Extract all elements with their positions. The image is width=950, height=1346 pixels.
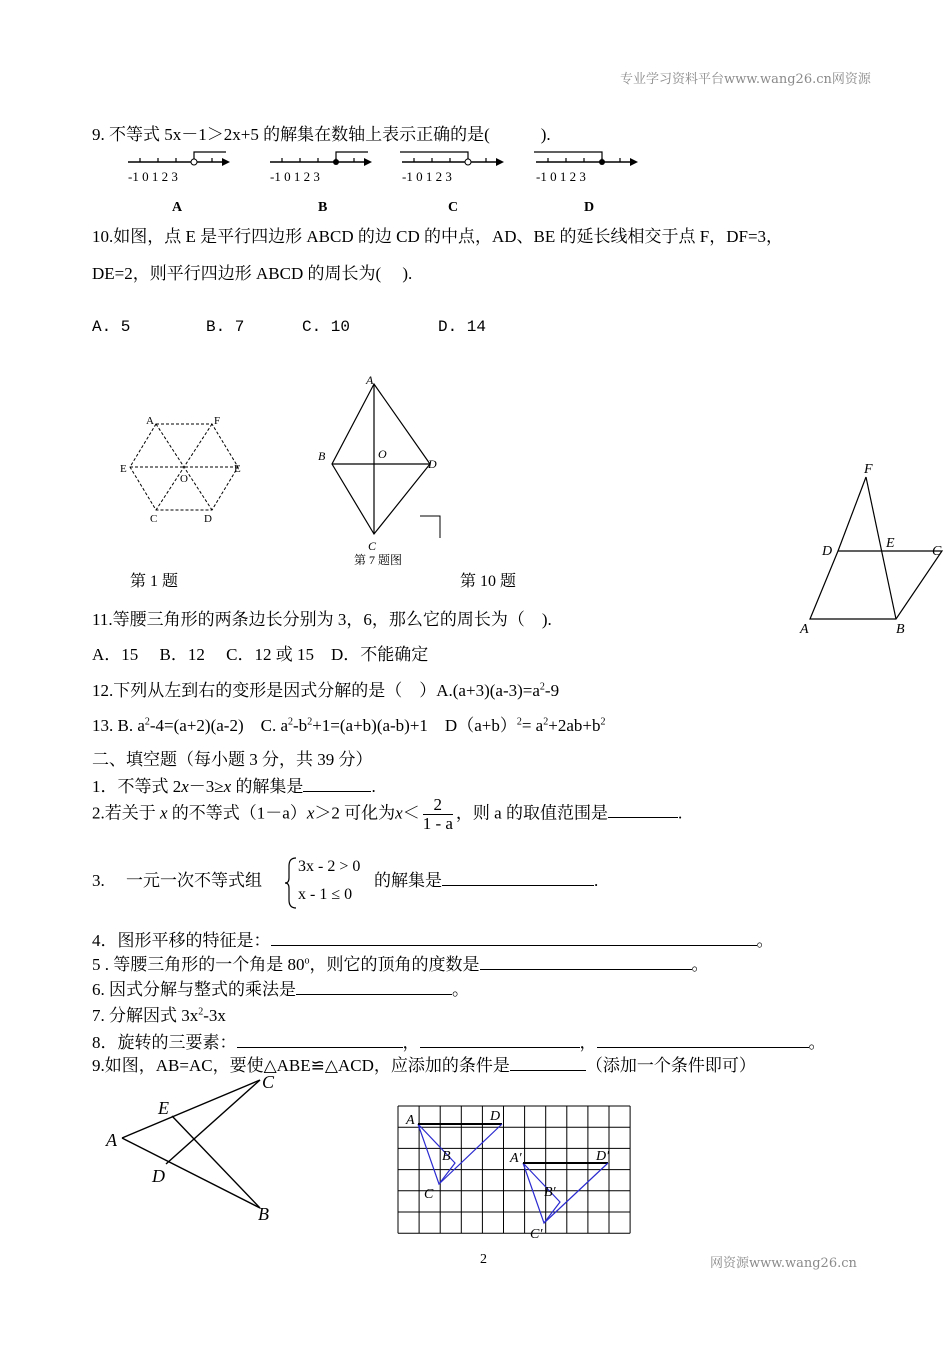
answer-blank-8b[interactable] xyxy=(420,1030,580,1048)
grid-label-c-prime: C′ xyxy=(530,1227,543,1242)
question-11-text: 11.等腰三角形的两条边长分别为 3，6，那么它的周长为（ ). xyxy=(92,610,552,629)
fill-question-3-tail: 的解集是 . xyxy=(374,866,598,891)
ticks-b: -1 0 1 2 3 xyxy=(270,169,320,184)
hex-label-c: C xyxy=(150,513,158,525)
question-11-options: A．15 B．12 C．12 或 15 D．不能确定 xyxy=(92,645,429,664)
rhombus-figure xyxy=(310,370,460,570)
fill-question-1: 1．不等式 2x－3≥x 的解集是 . xyxy=(92,772,376,797)
rhombus-label-b: B xyxy=(318,449,326,463)
fig9-label-a: A xyxy=(106,1130,117,1150)
fill-question-9: 9.如图，AB=AC，要使△ABE≌△ACD，应添加的条件是 （添加一个条件即可） xyxy=(92,1051,756,1076)
grid-label-b-prime: B′ xyxy=(544,1185,556,1200)
grid-label-c: C xyxy=(424,1187,434,1202)
grid-label-b: B xyxy=(442,1149,451,1164)
hex-label-a: A xyxy=(146,415,154,427)
hexagon-figure xyxy=(118,408,258,528)
option-c-label: C xyxy=(448,200,459,215)
question-13-text: 13. B. $a^2-4=(a+2)(a-2)$ C. $a^2-b^2+1=(a+b)(a-b)+1$ $D(a+b)^2= a^2+2ab+b^2$ xyxy=(92,716,606,735)
rhombus-label-d: D xyxy=(428,457,437,471)
para-label-f: F xyxy=(864,462,873,477)
answer-blank-1[interactable] xyxy=(303,774,371,792)
answer-blank-8a[interactable] xyxy=(237,1030,403,1048)
parallelogram-figure xyxy=(798,455,948,645)
footer-watermark: 网资源www.wang26.cn xyxy=(710,1256,857,1271)
hex-label-o: O xyxy=(180,473,188,485)
para-label-e: E xyxy=(886,536,895,551)
rhombus-label-o: O xyxy=(378,447,387,461)
answer-blank-5[interactable] xyxy=(480,952,692,970)
fig9-label-b: B xyxy=(258,1204,269,1224)
hex-label-f: F xyxy=(214,415,221,427)
question-10-line1: 10.如图，点 E 是平行四边形 ABCD 的边 CD 的中点，AD、BE 的延长线相交于点 F，DF=3， xyxy=(92,227,784,246)
question-12-text: 12.下列从左到右的变形是因式分解的是（ ）$A.(a+3)(a-3)=a^2-9$ xyxy=(92,681,560,700)
fill-question-3-label: 3. 一元一次不等式组 xyxy=(92,871,262,890)
number-line-b xyxy=(270,152,372,215)
fig9-label-d: D xyxy=(152,1166,165,1186)
para-label-a: A xyxy=(800,622,809,637)
fraction: $\frac{2}{1 - a}$ xyxy=(422,795,453,833)
option-a-label: A xyxy=(172,200,183,215)
caption-question-10: 第 10 题 xyxy=(460,573,517,590)
system-row-1: 3x - 2 > 0 xyxy=(298,858,361,875)
answer-blank-2[interactable] xyxy=(608,800,678,818)
grid-label-d: D xyxy=(490,1109,501,1124)
hex-label-e-right: E xyxy=(234,463,241,475)
para-label-b: B xyxy=(896,622,905,637)
fill-question-8: 8．旋转的三要素： ， ， 。 xyxy=(92,1028,826,1053)
grid-label-a-prime: A′ xyxy=(510,1151,522,1166)
system-row-2: x - 1 ≤ 0 xyxy=(298,886,353,903)
fill-question-5: 5 . 等腰三角形的一个角是 80$^o$，则它的顶角的度数是 。 xyxy=(92,950,709,975)
fill-question-2: 2.若关于 x 的不等式（1－a）x＞2 可化为x＜ $\frac{2}{1 - a}$ ，则 a 的取值范围是 . xyxy=(92,795,683,833)
triangle-congruence-figure xyxy=(100,1066,290,1226)
number-line-a xyxy=(128,152,230,215)
answer-blank-3[interactable] xyxy=(442,868,594,886)
answer-blank-6[interactable] xyxy=(296,977,452,995)
para-label-c: C xyxy=(932,544,942,559)
hex-label-e-left: E xyxy=(120,463,127,475)
section-2-title: 二、填空题（每小题 3 分，共 39 分） xyxy=(92,750,373,769)
grid-translation-figure xyxy=(396,1104,636,1244)
grid-label-d-prime: D′ xyxy=(596,1149,610,1164)
option-d-label: D xyxy=(584,200,595,215)
question-10-line2: DE=2，则平行四边形 ABCD 的周长为( ). xyxy=(92,264,413,283)
fill-question-7: 7. 分解因式 $3x^2-3x$ xyxy=(92,1006,226,1025)
grid-label-a: A xyxy=(406,1113,415,1128)
fill-question-4: 4．图形平移的特征是： 。 xyxy=(92,926,774,951)
caption-question-1: 第 1 题 xyxy=(130,573,179,590)
q7-caption: 第 7 题图 xyxy=(354,553,403,567)
option-b-label: B xyxy=(318,200,328,215)
number-line-c xyxy=(400,152,504,215)
number-line-options xyxy=(118,148,648,218)
answer-blank-8c[interactable] xyxy=(597,1030,809,1048)
para-label-d: D xyxy=(822,544,833,559)
q10-option-b: B. 7 xyxy=(206,318,245,336)
ticks-d: -1 0 1 2 3 xyxy=(536,169,586,184)
rhombus-label-a: A xyxy=(366,373,374,387)
header-watermark: 专业学习资料平台www.wang26.cn网资源 xyxy=(620,72,871,87)
hex-label-d: D xyxy=(204,513,212,525)
fill-question-6: 6. 因式分解与整式的乘法是 。 xyxy=(92,975,469,1000)
system-brace xyxy=(284,856,298,910)
question-9-text: 9. 不等式 5x－1＞2x+5 的解集在数轴上表示正确的是( ). xyxy=(92,125,551,144)
ticks-a: -1 0 1 2 3 xyxy=(128,169,178,184)
q10-option-a: A. 5 xyxy=(92,318,131,336)
number-line-d xyxy=(534,152,638,215)
fig9-label-c: C xyxy=(262,1072,275,1092)
fig9-label-e: E xyxy=(158,1098,169,1118)
answer-blank-4[interactable] xyxy=(271,928,757,946)
q10-option-d: D. 14 xyxy=(438,318,487,336)
rhombus-label-c: C xyxy=(368,539,377,553)
q10-option-c: C. 10 xyxy=(302,318,351,336)
ticks-c: -1 0 1 2 3 xyxy=(402,169,452,184)
page-number: 2 xyxy=(480,1252,487,1267)
answer-blank-9[interactable] xyxy=(510,1053,586,1071)
